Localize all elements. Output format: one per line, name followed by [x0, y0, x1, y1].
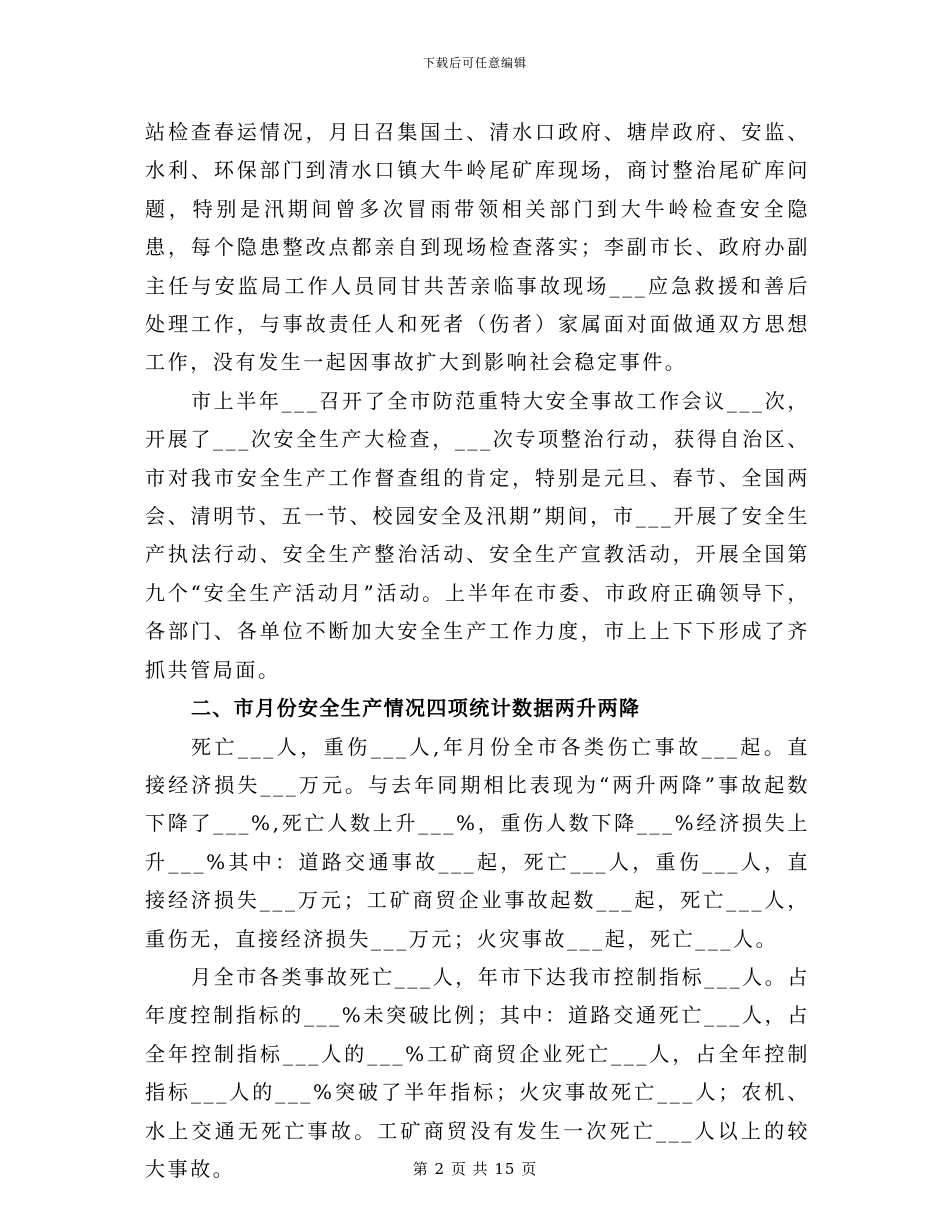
- paragraph-3: 死亡___人，重伤___人,年月份全市各类伤亡事故___起。直接经济损失___万元。与去年同期相比表现为“两升两降”事故起数下降了___%,死亡人数上升___%，重伤人数下降___%经济损失上升___%其中：道路交通事故___起，死亡___人，重伤___人，直接经济损失___万元；工矿商贸企业事故起数___起，死亡___人，重伤无，直接经济损失___万元；火灾事故___起，死亡___人。: [145, 734, 810, 951]
- page-number-footer: 第 2 页 共 15 页: [412, 1160, 538, 1178]
- paragraph-1: 站检查春运情况，月日召集国土、清水口政府、塘岸政府、安监、水利、环保部门到清水口镇大牛岭尾矿库现场，商讨整治尾矿库问题，特别是汛期间曾多次冒雨带领相关部门到大牛岭检查安全隐患，每个隐患整改点都亲自到现场检查落实；李副市长、政府办副主任与安监局工作人员同甘共苦亲临事故现场___应急救援和善后处理工作，与事故责任人和死者（伤者）家属面对面做通双方思想工作，没有发生一起因事故扩大到影响社会稳定事件。: [145, 120, 810, 375]
- paragraph-4: 月全市各类事故死亡___人，年市下达我市控制指标___人。占年度控制指标的___%未突破比例；其中：道路交通死亡___人，占全年控制指标___人的___%工矿商贸企业死亡___人，占全年控制指标___人的___%突破了半年指标；火灾事故死亡___人；农机、水上交通无死亡事故。工矿商贸没有发生一次死亡___人以上的较大事故。: [145, 964, 810, 1181]
- paragraph-2: 市上半年___召开了全市防范重特大安全事故工作会议___次，开展了___次安全生产大检查，___次专项整治行动，获得自治区、市对我市安全生产工作督查组的肯定，特别是元旦、春节、全国两会、清明节、五一节、校园安全及汛期”期间，市___开展了安全生产执法行动、安全生产整治活动、安全生产宣教活动，开展全国第九个“安全生产活动月”活动。上半年在市委、市政府正确领导下，各部门、各单位不断加大安全生产工作力度，市上上下下形成了齐抓共管局面。: [145, 388, 810, 682]
- page-header: 下载后可任意编辑: [422, 56, 527, 70]
- body-text: [145, 113, 810, 1188]
- section-heading: 二、市月份安全生产情况四项统计数据两升两降: [191, 696, 641, 721]
